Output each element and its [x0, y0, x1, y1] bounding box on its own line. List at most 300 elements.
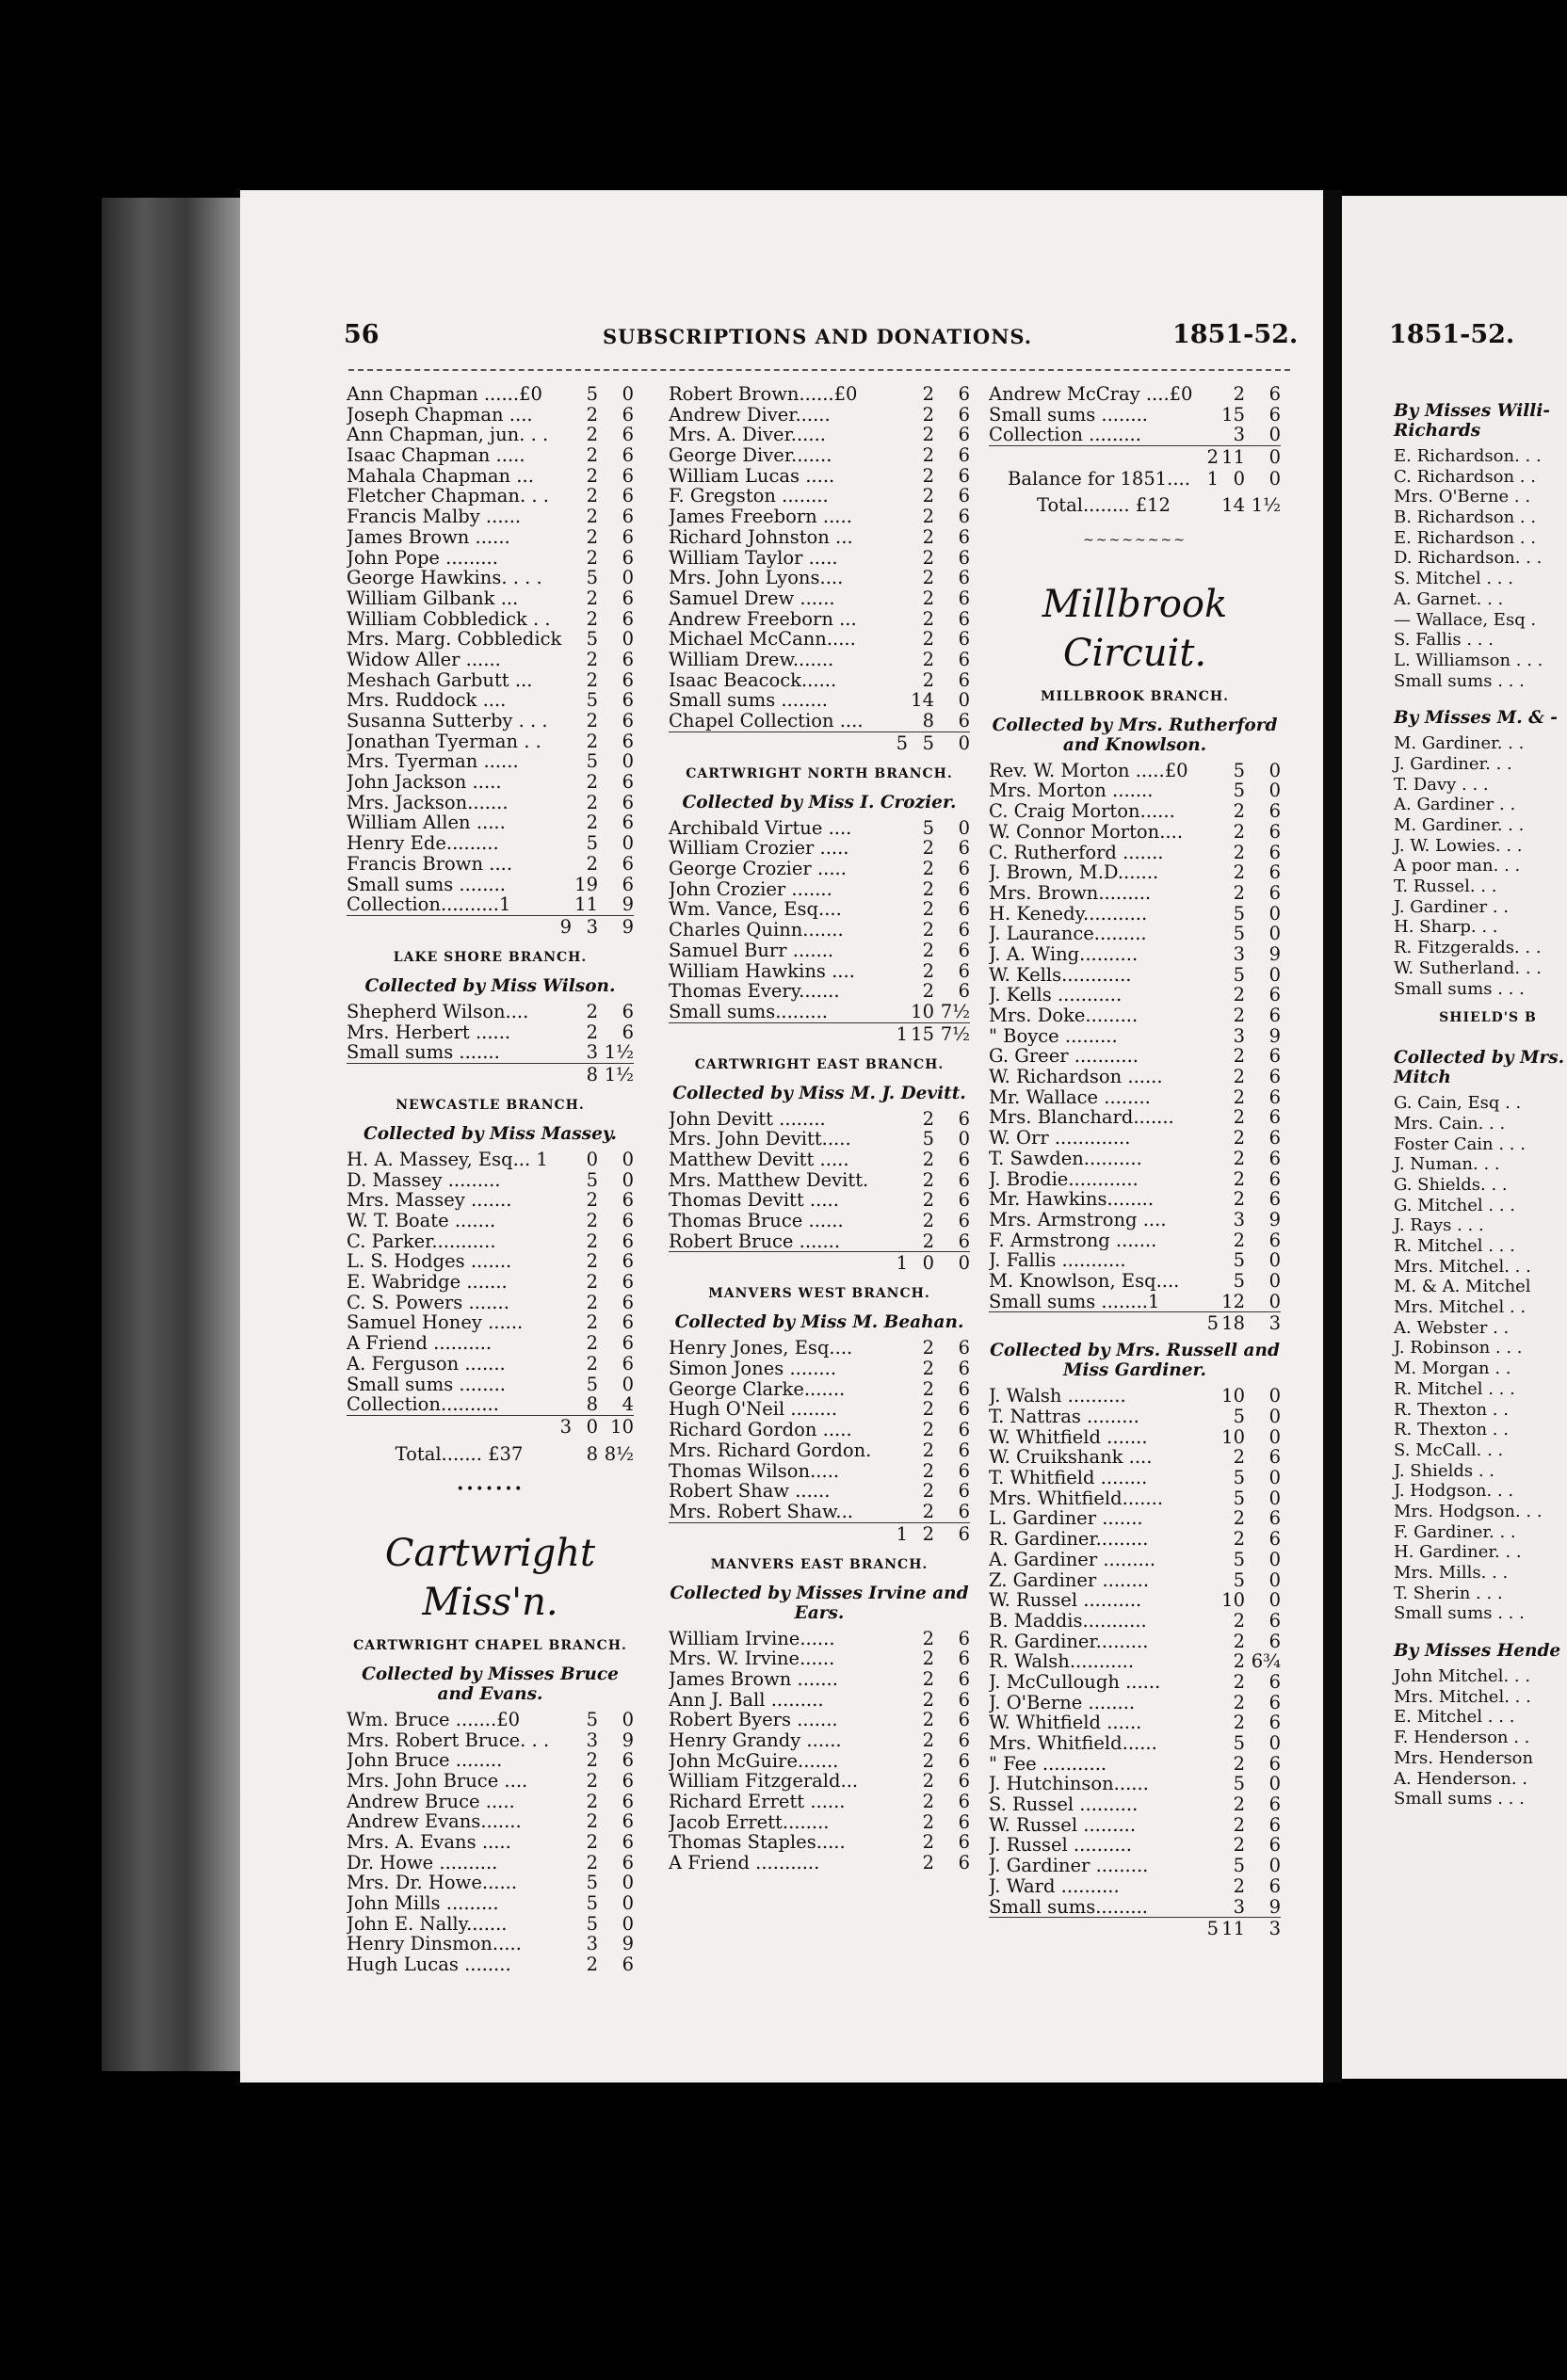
- entry-name: Mrs. Mitchel . .: [1394, 1297, 1527, 1318]
- entry-row: [347, 384, 634, 405]
- entry-shillings: 2: [1233, 1229, 1245, 1251]
- page-number: 56: [344, 320, 380, 349]
- entry-name: Mrs. Matthew Devitt.: [669, 1169, 869, 1191]
- entry-name: William Hawkins ....: [669, 960, 855, 982]
- entry-shillings: 2: [922, 383, 934, 405]
- entry-name: F. Gregston ........: [669, 486, 829, 507]
- entry-pence: 6: [622, 1311, 634, 1334]
- entry-row: [669, 1359, 970, 1379]
- entry-name: Michael McCann.....: [669, 629, 856, 650]
- entry-name: A. Garnet. . .: [1394, 588, 1504, 609]
- entry-shillings: 3: [1233, 1208, 1245, 1230]
- entry-name: Small sums ........: [989, 404, 1148, 426]
- entry-name: J. McCullough ......: [989, 1671, 1161, 1693]
- entry-row: [669, 1730, 970, 1751]
- entry-row: [347, 1750, 634, 1771]
- subtotal-row: [669, 1022, 970, 1046]
- entry-name: Richard Johnston ...: [669, 526, 853, 548]
- entry-pence: 6: [958, 959, 970, 982]
- entry-shillings: 5: [586, 1168, 598, 1191]
- subtotal-value: 8: [586, 1063, 598, 1085]
- entry-row: [669, 548, 970, 569]
- entry-row: [669, 1399, 970, 1420]
- entry-pence: 9: [622, 1933, 634, 1955]
- entry-row: [989, 1815, 1281, 1836]
- entry-pence: 6: [622, 668, 634, 691]
- entry-name: T. Russel. . .: [1394, 876, 1497, 897]
- entry-pence: 0: [622, 1168, 634, 1191]
- entry-shillings: 5: [1233, 1568, 1245, 1591]
- entry-row: [347, 711, 634, 732]
- entry-name: Charles Quinn.......: [669, 920, 844, 941]
- entry-name: Chapel Collection ....: [669, 711, 864, 732]
- total-pence: 8½: [604, 1442, 634, 1465]
- entry-shillings: 5: [1233, 1487, 1245, 1509]
- entry-row: [347, 548, 634, 569]
- entry-name: W. Connor Morton....: [989, 821, 1184, 843]
- entry-pence: 6: [958, 1831, 970, 1854]
- entry-row: [347, 1272, 634, 1293]
- entry-row: [989, 425, 1281, 445]
- entry-row: [989, 822, 1281, 843]
- entry-name: S. McCall. . .: [1394, 1439, 1504, 1460]
- entry-name: James Brown .......: [669, 1668, 838, 1690]
- subtotal-value: 15: [911, 1022, 934, 1045]
- entry-row: [347, 507, 634, 527]
- entry-row: [347, 609, 634, 630]
- branch-title: CARTWRIGHT CHAPEL BRANCH.: [353, 1637, 627, 1653]
- entry-row: [989, 1897, 1281, 1918]
- entry-name: A. Gardiner .........: [989, 1549, 1156, 1570]
- column-2: [669, 384, 970, 1873]
- balance-shillings: 0: [1233, 468, 1245, 490]
- entry-row: [669, 568, 970, 588]
- total-label: Total....... £37: [395, 1442, 524, 1465]
- entry-shillings: 2: [922, 858, 934, 880]
- entry-name: John Crozier .......: [669, 878, 832, 900]
- ornament-divider: ~~~~~~~~: [1083, 532, 1187, 548]
- entry-name: F. Gardiner. . .: [1394, 1521, 1516, 1542]
- entry-pence: 0: [622, 750, 634, 773]
- collector-line: Collected by Mrs. Mitch: [1394, 1048, 1565, 1088]
- entry-shillings: 2: [922, 898, 934, 921]
- entry-pence: 6: [958, 1648, 970, 1670]
- entry-pence: 6: [622, 791, 634, 813]
- entry-pence: 6: [622, 1000, 634, 1022]
- entry-pence: 0: [1268, 1467, 1281, 1489]
- entry-shillings: 2: [1233, 1066, 1245, 1088]
- entry-name: Henry Jones, Esq....: [669, 1338, 853, 1359]
- balance-row: [989, 469, 1281, 490]
- entry-shillings: 8: [586, 1393, 598, 1416]
- entry-shillings: 2: [1233, 1045, 1245, 1068]
- entry-shillings: 3: [1233, 1895, 1245, 1918]
- entry-row: [989, 1189, 1281, 1210]
- subtotal-value: 1: [896, 1522, 908, 1545]
- entry-name: T. Sawden..........: [989, 1148, 1142, 1169]
- entry-shillings: 5: [586, 1708, 598, 1730]
- entry-name: D. Richardson. . .: [1394, 548, 1543, 569]
- entry-shillings: 2: [586, 506, 598, 528]
- entry-row: [989, 1794, 1281, 1815]
- entry-name: S. Russel ..........: [989, 1794, 1139, 1815]
- entry-name: T. Sherin . . .: [1394, 1583, 1503, 1603]
- entry-shillings: 2: [586, 1954, 598, 1976]
- entry-pence: 6: [1268, 1446, 1281, 1469]
- subtotal-value: 7½: [940, 1022, 970, 1045]
- entry-shillings: 5: [1233, 1773, 1245, 1795]
- entry-name: James Brown ......: [347, 526, 510, 548]
- entry-shillings: 2: [1233, 1834, 1245, 1857]
- entry-name: Small sums ........: [347, 874, 506, 895]
- entry-name: C. Craig Morton......: [989, 801, 1175, 822]
- entry-pence: 0: [1268, 424, 1281, 446]
- entry-pence: 0: [622, 628, 634, 651]
- entry-pence: 6: [1268, 1793, 1281, 1816]
- entry-shillings: 2: [586, 812, 598, 834]
- entry-shillings: 2: [1233, 1874, 1245, 1897]
- entry-row: [669, 1379, 970, 1400]
- subtotal-value: 1: [896, 1252, 908, 1275]
- entry-name: C. Parker...........: [347, 1230, 496, 1252]
- entry-row: [669, 1211, 970, 1231]
- entry-name: John Devitt ........: [669, 1108, 826, 1130]
- entry-pence: 0: [622, 383, 634, 405]
- entry-shillings: 2: [922, 587, 934, 609]
- entry-name: Small sums ........1: [989, 1291, 1160, 1312]
- entry-name: John E. Nally.......: [347, 1913, 508, 1935]
- entry-pence: 6: [622, 689, 634, 712]
- entry-pence: 6: [1268, 1874, 1281, 1897]
- entry-shillings: 2: [586, 464, 598, 487]
- entry-name: Small sums ........: [347, 1374, 506, 1395]
- entry-row: [989, 965, 1281, 986]
- entry-shillings: 2: [922, 1230, 934, 1252]
- entry-name: Henry Grandy ......: [669, 1730, 842, 1751]
- entry-name: Small sums . . .: [1394, 978, 1525, 999]
- entry-pence: 6: [958, 444, 970, 467]
- entry-name: Henry Ede.........: [347, 833, 499, 854]
- entry-name: R. Walsh...........: [989, 1651, 1135, 1672]
- entry-pence: 7½: [940, 1000, 970, 1022]
- entry-shillings: 2: [586, 1810, 598, 1833]
- entry-name: S. Mitchel . . .: [1394, 569, 1513, 589]
- entry-shillings: 10: [1221, 1589, 1245, 1612]
- entry-name: William Crozier .....: [669, 838, 849, 860]
- entry-shillings: 10: [1221, 1385, 1245, 1407]
- entry-name: J. Hodgson. . .: [1394, 1481, 1514, 1502]
- entry-shillings: 2: [922, 1480, 934, 1503]
- entry-pence: 6: [1268, 800, 1281, 823]
- entry-shillings: 14: [911, 689, 934, 712]
- entry-shillings: 2: [1233, 1691, 1245, 1713]
- subtotal-row: [989, 1917, 1281, 1940]
- entry-name: Robert Shaw ......: [669, 1481, 831, 1502]
- entry-name: Samuel Burr .......: [669, 940, 834, 961]
- entry-pence: 6: [958, 1480, 970, 1503]
- entry-shillings: 2: [1233, 1670, 1245, 1693]
- entry-name: George Hawkins. . . .: [347, 568, 542, 588]
- collector-line: Collected by Miss M. J. Devitt.: [672, 1083, 966, 1103]
- entry-pence: 6: [1268, 1167, 1281, 1190]
- entry-shillings: 2: [586, 1831, 598, 1853]
- entry-name: R. Thexton . .: [1394, 1399, 1509, 1420]
- entry-shillings: 2: [586, 1790, 598, 1812]
- entry-name: J. Shields . .: [1394, 1460, 1494, 1481]
- entry-shillings: 2: [922, 1749, 934, 1772]
- entry-pence: 6: [1268, 841, 1281, 863]
- entry-pence: 9: [622, 1729, 634, 1751]
- entry-row: [669, 961, 970, 982]
- entry-shillings: 5: [586, 1373, 598, 1395]
- entry-name: W. Orr .............: [989, 1128, 1131, 1149]
- entry-name: W. Richardson ......: [989, 1067, 1163, 1087]
- entry-name: R. Thexton . .: [1394, 1420, 1509, 1440]
- total-pence: 1½: [1251, 493, 1281, 516]
- entry-shillings: 3: [586, 1041, 598, 1064]
- entry-shillings: 2: [586, 1271, 598, 1294]
- entry-pence: 6: [622, 710, 634, 732]
- entry-row: [989, 1407, 1281, 1427]
- entry-row: [669, 1481, 970, 1502]
- entry-name: Meshach Garbutt ...: [347, 669, 533, 691]
- entry-row: [347, 793, 634, 813]
- entry-name: R. Gardiner.........: [989, 1631, 1149, 1652]
- entry-shillings: 2: [586, 1769, 598, 1792]
- entry-name: T. Whitfield ........: [989, 1468, 1148, 1488]
- entry-pence: 0: [1268, 1406, 1281, 1427]
- entry-shillings: 2: [922, 1810, 934, 1833]
- entry-shillings: 2: [586, 1230, 598, 1252]
- entry-pence: 0: [1268, 1487, 1281, 1509]
- entry-row: [347, 1150, 634, 1170]
- entry-pence: 6: [958, 939, 970, 961]
- entry-row: [347, 1042, 634, 1063]
- entry-shillings: 2: [922, 464, 934, 487]
- subtotal-value: 0: [922, 1252, 934, 1275]
- branch-title: SHIELD'S B: [1439, 1010, 1537, 1026]
- entry-pence: 6: [1268, 1229, 1281, 1251]
- subtotal-value: 1½: [604, 1063, 634, 1085]
- subtotal-value: 9: [622, 915, 634, 938]
- entry-name: J. Ward ..........: [989, 1875, 1120, 1897]
- entry-pence: 6: [958, 1791, 970, 1813]
- entry-pence: 0: [622, 1892, 634, 1915]
- entry-row: [669, 1440, 970, 1461]
- entry-name: Fletcher Chapman. . .: [347, 486, 549, 507]
- entry-name: J. W. Lowies. . .: [1394, 835, 1523, 856]
- entry-pence: 6: [958, 1337, 970, 1359]
- entry-shillings: 15: [1221, 403, 1245, 426]
- entry-row: [989, 1632, 1281, 1652]
- entry-pence: 6: [958, 877, 970, 900]
- entry-pence: 6: [958, 919, 970, 941]
- entry-row: [669, 588, 970, 609]
- subtotal-value: 6: [958, 1522, 970, 1545]
- subtotal-row: [669, 732, 970, 755]
- entry-name: J. Numan. . .: [1394, 1154, 1500, 1175]
- entry-name: Ann J. Ball .........: [669, 1689, 824, 1711]
- entry-pence: 6: [958, 587, 970, 609]
- entry-shillings: 2: [922, 1648, 934, 1670]
- entry-row: [669, 1150, 970, 1170]
- entry-name: Mrs. Henderson: [1394, 1747, 1534, 1768]
- entry-name: Thomas Wilson.....: [669, 1460, 840, 1482]
- entry-name: Mrs. John Bruce ....: [347, 1770, 528, 1792]
- entry-pence: 6: [958, 1627, 970, 1649]
- entry-row: [989, 944, 1281, 965]
- entry-pence: 0: [622, 1872, 634, 1894]
- subtotal-value: 3: [1268, 1312, 1281, 1335]
- entry-pence: 6: [622, 607, 634, 630]
- entry-name: Richard Errett ......: [669, 1792, 846, 1812]
- entry-shillings: 2: [1233, 1507, 1245, 1530]
- entry-name: Simon Jones ........: [669, 1359, 837, 1379]
- entry-name: L. Williamson . . .: [1394, 650, 1543, 670]
- entry-name: William Fitzgerald...: [669, 1771, 859, 1793]
- entry-row: [989, 1468, 1281, 1488]
- subtotal-value: 3: [1268, 1918, 1281, 1940]
- entry-name: J. Laurance.........: [989, 924, 1147, 944]
- entry-name: E. Richardson . .: [1394, 527, 1536, 548]
- collector-line: Collected by Miss Wilson.: [364, 975, 616, 996]
- entry-row: [989, 1550, 1281, 1570]
- entry-shillings: 3: [586, 1729, 598, 1751]
- entry-shillings: 5: [586, 1892, 598, 1915]
- entry-name: Thomas Bruce ......: [669, 1211, 844, 1231]
- subtotal-value: 2: [922, 1522, 934, 1545]
- entry-shillings: 2: [922, 1459, 934, 1482]
- entry-name: Mr. Hawkins........: [989, 1189, 1155, 1210]
- entry-pence: 6: [622, 403, 634, 426]
- entry-row: [669, 1170, 970, 1191]
- entry-shillings: 2: [922, 1627, 934, 1649]
- entry-shillings: 2: [586, 852, 598, 875]
- entry-shillings: 19: [574, 873, 598, 895]
- entry-pence: 6: [1268, 1813, 1281, 1836]
- entry-pence: 9: [1268, 942, 1281, 965]
- entry-name: William Drew.......: [669, 649, 834, 670]
- entry-name: Mrs. Tyerman ......: [347, 751, 519, 773]
- entry-shillings: 5: [1233, 1406, 1245, 1427]
- entry-shillings: 2: [1233, 1752, 1245, 1775]
- entry-pence: 6: [1268, 1528, 1281, 1551]
- entry-shillings: 2: [922, 1189, 934, 1212]
- entry-shillings: 2: [922, 980, 934, 1003]
- entry-shillings: 2: [922, 1168, 934, 1191]
- entry-pence: 6: [622, 648, 634, 670]
- total-label: Total........ £12: [1037, 493, 1171, 516]
- entry-name: A Friend ..........: [347, 1333, 493, 1354]
- entry-row: [989, 1026, 1281, 1047]
- entry-shillings: 3: [1233, 1024, 1245, 1047]
- subtotal-row: [989, 445, 1281, 469]
- entry-pence: 9: [1268, 1208, 1281, 1230]
- entry-shillings: 5: [1233, 780, 1245, 802]
- subtotal-row: [989, 1311, 1281, 1335]
- entry-row: [989, 1292, 1281, 1312]
- entry-shillings: 2: [586, 1250, 598, 1273]
- entry-row: [989, 1774, 1281, 1794]
- collector-line: By Misses M. & -: [1394, 708, 1558, 729]
- entry-pence: 6: [622, 1021, 634, 1043]
- entry-row: [669, 981, 970, 1002]
- entry-shillings: 2: [922, 959, 934, 982]
- entry-row: [347, 1375, 634, 1395]
- entry-shillings: 2: [586, 648, 598, 670]
- entry-shillings: 2: [1233, 1127, 1245, 1150]
- entry-shillings: 2: [1233, 984, 1245, 1006]
- entry-row: [347, 772, 634, 793]
- entry-row: [669, 711, 970, 732]
- entry-shillings: 2: [586, 1189, 598, 1212]
- entry-name: Susanna Sutterby . . .: [347, 711, 548, 732]
- entry-shillings: 12: [1221, 1290, 1245, 1312]
- subtotal-value: 11: [1221, 1918, 1245, 1940]
- entry-name: E. Wabridge .......: [347, 1272, 508, 1293]
- entry-pence: 6: [1268, 1712, 1281, 1734]
- entry-pence: 0: [1268, 923, 1281, 945]
- entry-pence: 6: [622, 1352, 634, 1375]
- entry-name: Mrs. Blanchard.......: [989, 1107, 1174, 1129]
- entry-name: Mrs. Dr. Howe......: [347, 1873, 518, 1894]
- subtotal-row: [347, 1063, 634, 1086]
- entry-name: Collection..........1: [347, 894, 511, 915]
- entry-pence: 6: [958, 1189, 970, 1212]
- entry-shillings: 2: [922, 1667, 934, 1690]
- entry-pence: 6: [622, 1954, 634, 1976]
- entry-row: [347, 1190, 634, 1211]
- entry-shillings: 2: [1233, 1446, 1245, 1469]
- entry-row: [347, 568, 634, 588]
- entry-name: George Crozier .....: [669, 859, 847, 879]
- collector-line: By Misses Willi- Richards: [1394, 401, 1551, 441]
- collector-line: Collected by Misses Bruce and Evans.: [362, 1664, 619, 1704]
- entry-pence: 6: [958, 1358, 970, 1380]
- subtotal-row: [669, 1251, 970, 1275]
- column-4-partial: [1394, 384, 1567, 1809]
- entry-pence: 6: [958, 1168, 970, 1191]
- entry-row: [347, 751, 634, 772]
- entry-shillings: 2: [922, 403, 934, 426]
- entry-row: [347, 833, 634, 854]
- entry-pence: 0: [1268, 1269, 1281, 1292]
- entry-shillings: 8: [922, 710, 934, 732]
- entry-row: [347, 1954, 634, 1975]
- entry-name: Mrs. John Devitt.....: [669, 1129, 851, 1150]
- entry-pence: 6: [958, 980, 970, 1003]
- entry-pence: 6: [958, 628, 970, 651]
- entry-shillings: 2: [1233, 383, 1245, 405]
- entry-shillings: 2: [922, 919, 934, 941]
- entry-name: Rev. W. Morton .....£0: [989, 760, 1188, 781]
- branch-title: NEWCASTLE BRANCH.: [396, 1097, 585, 1113]
- entry-shillings: 5: [1233, 963, 1245, 986]
- entry-name: Matthew Devitt .....: [669, 1149, 849, 1170]
- entry-pence: 6: [622, 506, 634, 528]
- entry-name: Mrs. Richard Gordon.: [669, 1439, 872, 1461]
- entry-name: Small sums.........: [669, 1001, 828, 1022]
- entry-name: Z. Gardiner ........: [989, 1569, 1150, 1591]
- entry-name: B. Maddis...........: [989, 1610, 1147, 1632]
- entry-name: Small sums . . .: [1394, 1789, 1525, 1809]
- entry-pence: 6: [622, 1332, 634, 1355]
- entry-name: " Fee ...........: [989, 1753, 1107, 1775]
- entry-name: Mrs. Armstrong ....: [989, 1209, 1167, 1230]
- collector-line: Collected by Miss M. Beahan.: [674, 1312, 964, 1333]
- entry-pence: 6: [958, 1419, 970, 1441]
- entry-pence: 6: [622, 730, 634, 752]
